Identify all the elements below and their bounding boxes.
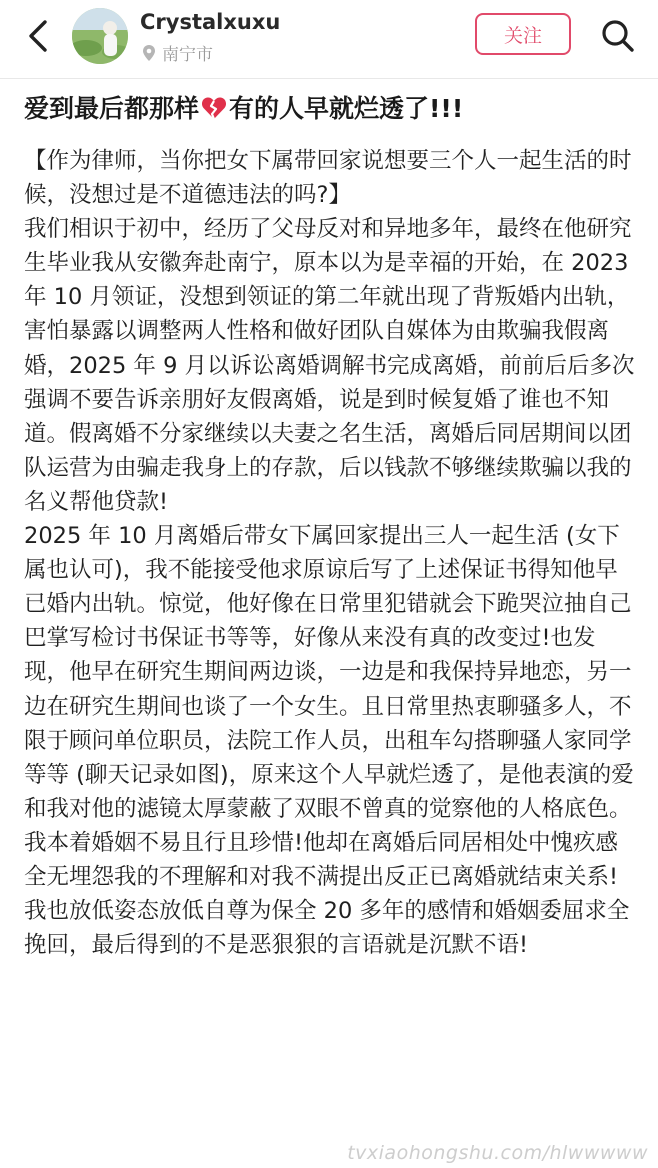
search-button[interactable] xyxy=(596,14,640,58)
title-text-start: 爱到最后都那样 xyxy=(24,94,200,123)
follow-button[interactable]: 关注 xyxy=(475,13,571,55)
header-divider xyxy=(0,78,658,79)
back-button[interactable] xyxy=(18,14,58,58)
author-name[interactable]: Crystalxuxu xyxy=(140,10,281,34)
title-text-end: 有的人早就烂透了!!! xyxy=(229,94,464,123)
body-paragraph: 我们相识于初中，经历了父母反对和异地多年，最终在他研究生毕业我从安徽奔赴南宁，原本以为是幸福的开始，在 2023 年 10 月领证，没想到领证的第二年就出现了背叛婚内出轨，害怕暴露以调整两人性格和做好团队自媒体为由欺骗我假离婚，2025 年 9 月以诉讼离婚调解书完成离婚，前前后后多次强调不要告诉亲朋好友假离婚，说是到时候复婚了谁也不知道。假离婚不分家继续以夫妻之名生活，离婚后同居期间以团队运营为由骗走我身上的存款，后以钱款不够继续欺骗以我的名义帮他贷款! xyxy=(24,216,635,515)
post-title xyxy=(24,92,644,126)
watermark: tvxiaohongshu.com/hlwwwww xyxy=(347,1142,648,1164)
location xyxy=(142,40,213,65)
location-text: 南宁市 xyxy=(162,45,213,65)
body-paragraph: 【作为律师，当你把女下属带回家说想要三个人一起生活的时候，没想过是不道德违法的吗?】 xyxy=(24,148,632,209)
body-paragraph: 2025 年 10 月离婚后带女下属回家提出三人一起生活 (女下属也认可)，我不能接受他求原谅后写了上述保证书得知他早已婚内出轨。惊觉，他好像在日常里犯错就会下跪哭泣抽自己巴掌写检讨书保证书等等，好像从来没有真的改变过!也发现，他早在研究生期间两边谈，一边是和我保持异地恋，另一边在研究生期间也谈了一个女生。且日常里热衷聊骚多人，不限于顾问单位职员，法院工作人员，出租车勾搭聊骚人家同学等等 (聊天记录如图)，原来这个人早就烂透了，是他表演的爱和我对他的滤镜太厚蒙蔽了双眼不曾真的觉察他的人格底色。我本着婚姻不易且行且珍惜!他却在离婚后同居相处中愧疚感全无埋怨我的不理解和对我不满提出反正已离婚就结束关系!我也放低姿态放低自尊为保全 20 多年的感情和婚姻委屈求全挽回，最后得到的不是恶狠狠的言语就是沉默不语! xyxy=(24,523,634,959)
avatar[interactable] xyxy=(72,8,128,64)
avatar-image xyxy=(72,8,128,64)
post-header xyxy=(0,0,658,78)
search-icon xyxy=(601,19,635,53)
broken-heart-icon xyxy=(201,95,227,121)
chevron-left-icon xyxy=(27,19,49,53)
location-pin-icon xyxy=(142,44,156,62)
post-body xyxy=(24,144,639,962)
